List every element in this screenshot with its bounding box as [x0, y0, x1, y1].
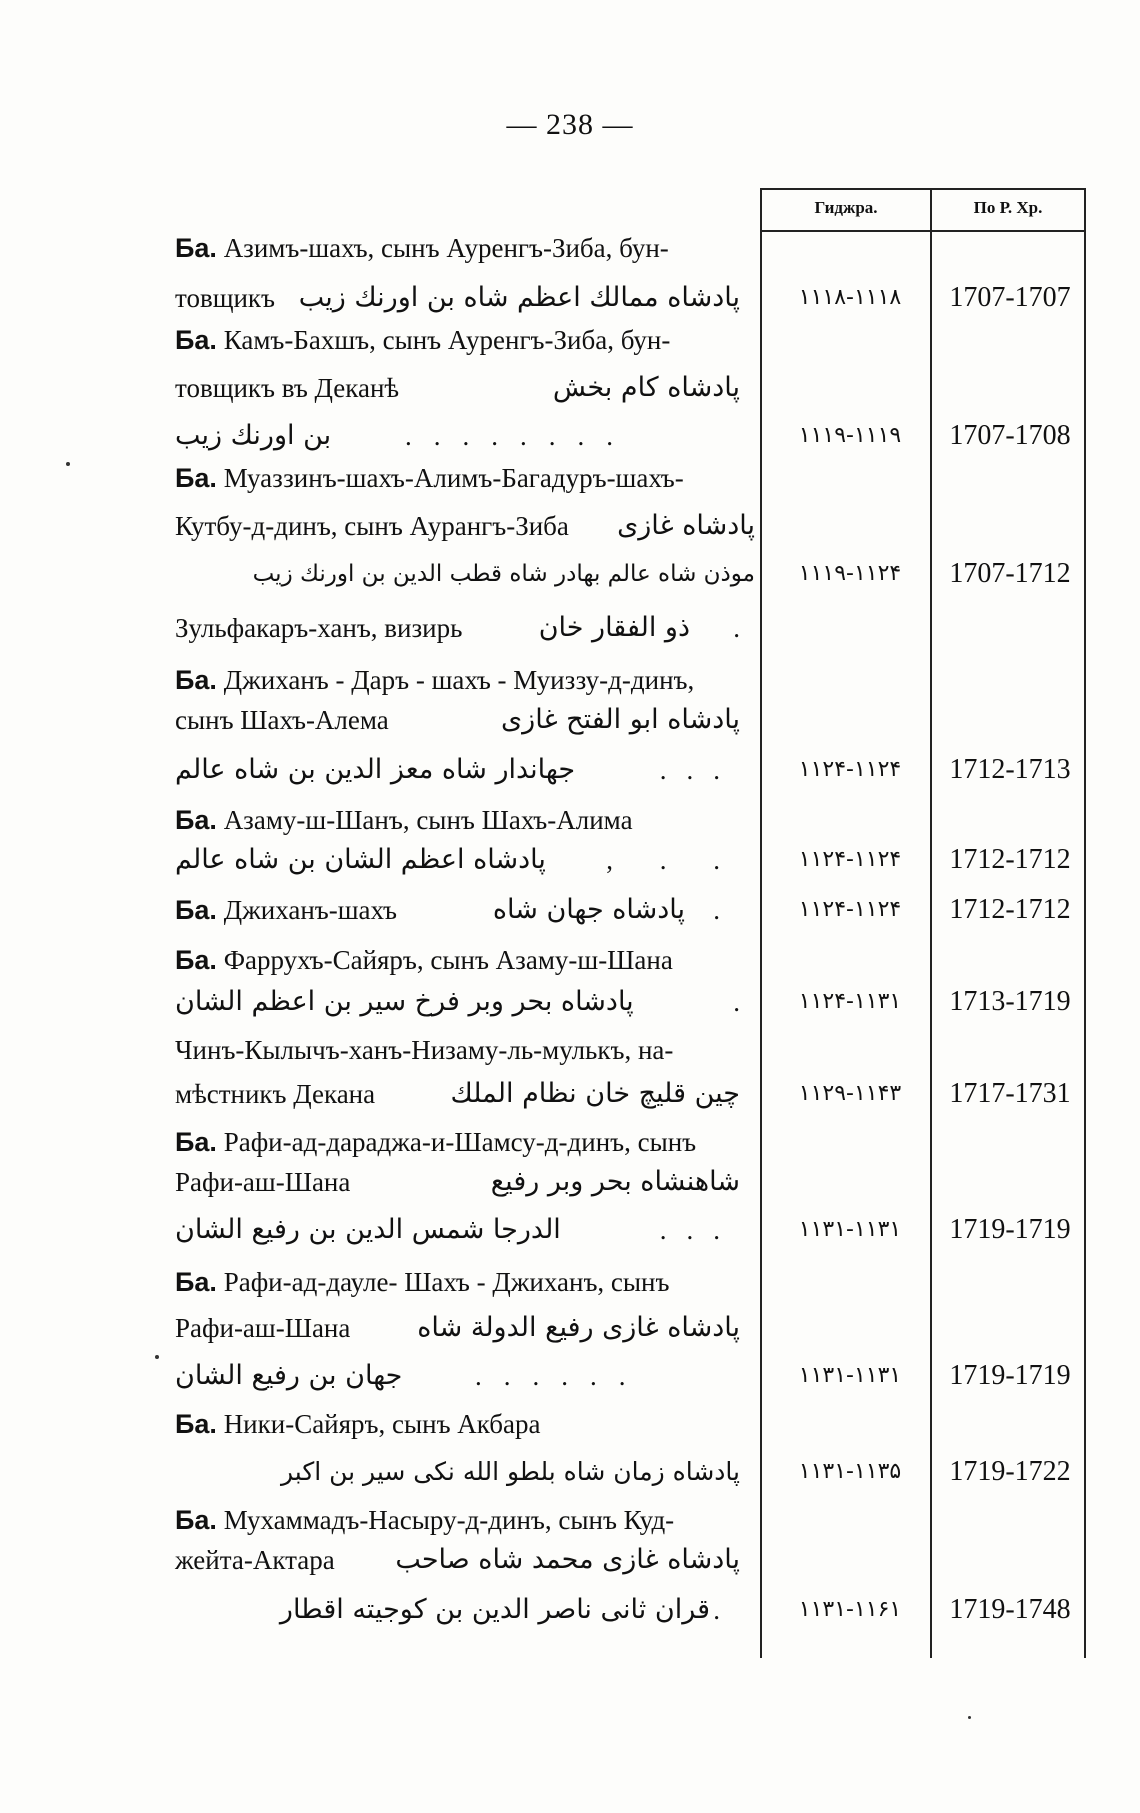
arabic-title-cont: بن اورنك زيب: [175, 420, 332, 451]
arabic-title-cont: موذن شاه عالم بهادر شاه قطب الدين بن اورنك زيب: [252, 561, 755, 587]
entry: [175, 320, 740, 460]
leader-dots: , . .: [606, 845, 740, 875]
ba-abbrev: Ба.: [175, 463, 217, 493]
entry-line: сынъ Шахъ-Алема: [175, 705, 389, 735]
print-speck: [155, 1355, 159, 1359]
arabic-title: چين قليچ خان نظام الملك: [450, 1078, 740, 1109]
entry: [175, 1404, 740, 1499]
ba-abbrev: Ба.: [175, 1267, 217, 1297]
christian-years: 1712-1713: [949, 754, 1071, 785]
column-header-christian: По Р. Хр.: [973, 198, 1043, 217]
ba-abbrev: Ба.: [175, 325, 217, 355]
hijra-years: ۱۱۳۱-۱۱۳۱: [798, 1217, 902, 1242]
leader-dots: .: [733, 613, 740, 643]
entry-line: товщикъ: [175, 283, 276, 313]
arabic-title: پادشاه غازى محمد شاه صاحب: [395, 1544, 740, 1575]
entry-text: Джиханъ - Даръ - шахъ - Муиззу-д-динъ,: [223, 665, 695, 695]
entry-text: Рафи-ад-дауле- Шахъ - Джиханъ, сынъ: [223, 1267, 670, 1297]
entry: [175, 1122, 740, 1262]
hijra-years: ۱۱۱۹-۱۱۱۹: [798, 423, 902, 448]
arabic-title-cont: جهان بن رفيع الشان: [175, 1360, 403, 1391]
arabic-title: پادشاه ممالك اعظم شاه بن اورنك زيب: [298, 282, 740, 313]
christian-years: 1712-1712: [949, 894, 1071, 925]
entry: [175, 940, 740, 1030]
arabic-title-cont: قران ثانى ناصر الدين بن كوجيته اقطار: [279, 1594, 710, 1625]
hijra-years: ۱۱۱۸-۱۱۱۸: [798, 285, 902, 310]
header-rule-bottom: [760, 230, 1086, 232]
ba-abbrev: Ба.: [175, 233, 217, 263]
christian-years: 1707-1708: [949, 420, 1071, 451]
entry-line: жейта-Актара: [175, 1545, 335, 1575]
leader-dots: ...: [659, 1215, 740, 1245]
hijra-years: ۱۱۲۴-۱۱۲۴: [798, 847, 902, 872]
arabic-title: پادشاه اعظم الشان بن شاه عالم: [175, 844, 546, 875]
ba-abbrev: Ба.: [175, 1409, 217, 1439]
ba-abbrev: Ба.: [175, 945, 217, 975]
hijra-years: ۱۱۲۴-۱۱۲۴: [798, 757, 902, 782]
entry-line: товщикъ въ Деканѣ: [175, 373, 400, 403]
arabic-title: ذو الفقار خان: [538, 612, 690, 643]
entry-line: [175, 228, 740, 268]
leader-dots: ........: [405, 421, 635, 451]
leader-dots: .: [713, 1595, 740, 1625]
arabic-title: پادشاه ابو الفتح غازى: [501, 704, 740, 735]
entry: [175, 800, 740, 890]
christian-years: 1719-1748: [949, 1594, 1071, 1625]
entry-text: Камъ-Бахшъ, сынъ Ауренгъ-Зиба, бун-: [223, 325, 671, 355]
column-rule-left: [760, 188, 762, 1658]
print-speck: [968, 1716, 971, 1719]
entry: [175, 1500, 740, 1640]
hijra-years: ۱۱۲۴-۱۱۳۱: [798, 989, 902, 1014]
ba-abbrev: Ба.: [175, 805, 217, 835]
hijra-years: ۱۱۳۱-۱۱۶۱: [798, 1597, 902, 1622]
christian-years: 1707-1707: [949, 282, 1071, 313]
arabic-title: پادشاه جهان شاه: [492, 894, 685, 925]
entry-text: Муаззинъ-шахъ-Алимъ-Багадуръ-шахъ-: [223, 463, 684, 493]
entry-text: Азимъ-шахъ, сынъ Ауренгъ-Зиба, бун-: [223, 233, 669, 263]
entry-line: Зульфакаръ-ханъ, визирь: [175, 613, 463, 643]
christian-years: 1719-1719: [949, 1214, 1071, 1245]
entry-text: Мухаммадъ-Насыру-д-динъ, сынъ Куд-: [223, 1505, 675, 1535]
arabic-title-cont: الدرجا شمس الدين بن رفيع الشان: [175, 1214, 561, 1245]
hijra-years: ۱۱۳۱-۱۱۳۵: [798, 1459, 902, 1484]
arabic-title: پادشاه كام بخش: [552, 372, 740, 403]
hijra-years: ۱۱۲۹-۱۱۴۳: [798, 1081, 902, 1106]
arabic-title: پادشاه زمان شاه بلطو الله نكى سير بن اكبر: [280, 1457, 740, 1486]
arabic-title-cont: جهاندار شاه معز الدين بن شاه عالم: [175, 754, 576, 785]
entry: [175, 228, 740, 328]
entry: [175, 1030, 740, 1125]
ba-abbrev: Ба.: [175, 1505, 217, 1535]
entry-line: Чинъ-Кылычъ-ханъ-Низаму-ль-мулькъ, на-: [175, 1035, 674, 1065]
entry: [175, 458, 755, 598]
entry-text: Рафи-ад-дараджа-и-Шамсу-д-динъ, сынъ: [223, 1127, 697, 1157]
leader-dots: ......: [475, 1361, 648, 1391]
christian-years: 1707-1712: [949, 558, 1071, 589]
entry-line: Рафи-аш-Шана: [175, 1167, 351, 1197]
arabic-title: پادشاه غازى: [617, 510, 755, 541]
entry: [175, 608, 740, 658]
christian-years: 1713-1719: [949, 986, 1071, 1017]
entry-line: Рафи-аш-Шана: [175, 1313, 351, 1343]
entry: [175, 890, 740, 935]
entry-text: Ники-Сайяръ, сынъ Акбара: [223, 1409, 541, 1439]
print-speck: [66, 462, 70, 466]
entry-text: Азаму-ш-Шанъ, сынъ Шахъ-Алима: [223, 805, 633, 835]
arabic-title: شاهنشاه بحر وبر رفيع: [490, 1166, 740, 1197]
arabic-title: پادشاه غازى رفيع الدولة شاه: [417, 1312, 740, 1343]
column-rule-middle: [930, 188, 932, 1658]
entry: [175, 1262, 740, 1402]
ba-abbrev: Ба.: [175, 895, 217, 925]
christian-years: 1719-1719: [949, 1360, 1071, 1391]
christian-years: 1712-1712: [949, 844, 1071, 875]
column-rule-right: [1084, 188, 1086, 1658]
leader-dots: ...: [659, 755, 740, 785]
header-rule-top: [760, 188, 1086, 190]
entry: [175, 660, 740, 800]
arabic-title: پادشاه بحر وبر فرخ سير بن اعظم الشان: [175, 986, 634, 1017]
christian-years: 1717-1731: [949, 1078, 1071, 1109]
ba-abbrev: Ба.: [175, 1127, 217, 1157]
leader-dots: .: [713, 895, 740, 925]
ba-abbrev: Ба.: [175, 665, 217, 695]
hijra-years: ۱۱۳۱-۱۱۳۱: [798, 1363, 902, 1388]
leader-dots: .: [733, 987, 740, 1017]
hijra-years: ۱۱۱۹-۱۱۲۴: [798, 561, 902, 586]
entry-text: Джиханъ-шахъ: [223, 895, 397, 925]
entry-text: Фаррухъ-Сайяръ, сынъ Азаму-ш-Шана: [223, 945, 673, 975]
hijra-years: ۱۱۲۴-۱۱۲۴: [798, 897, 902, 922]
page-number: — 238 —: [506, 108, 634, 141]
column-header-hijra: Гиджра.: [814, 198, 878, 217]
christian-years: 1719-1722: [949, 1456, 1071, 1487]
entry-line: мѣстникъ Декана: [175, 1079, 376, 1109]
entry-line: Кутбу-д-динъ, сынъ Аурангъ-Зиба: [175, 511, 569, 541]
